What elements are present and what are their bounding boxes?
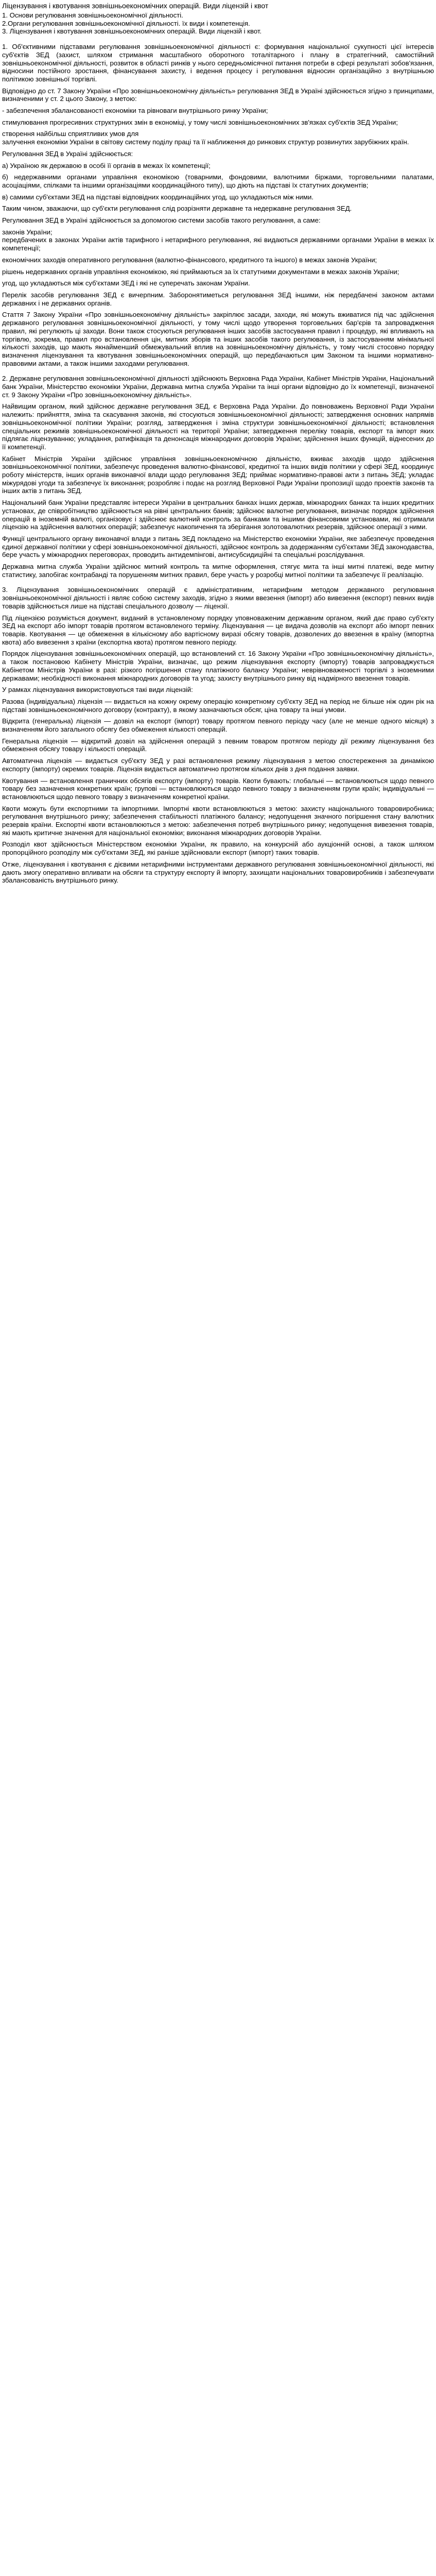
list-item: Відкрита (генеральна) ліцензія — дозвіл на експорт (імпорт) товару протягом певного періоду часу (але не менше одного місяця) з визначенням його загального обсягу без обмеження кількості операцій. [2,717,434,734]
list-item: Генеральна ліцензія — відкритий дозвіл на здійснення операцій з певним товаром протягом періоду дії режиму ліцензування без обмеження обсягу товару і кількості операцій. [2,737,434,753]
list-item: - забезпечення збалансованості економіки та рівноваги внутрішнього ринку України; [2,107,268,115]
list-item: Разова (індивідуальна) ліцензія — видається на кожну окрему операцію конкретному суб'єкту ЗЕД на період не більше ніж один рік на підставі зовнішньоекономічного договору (контракту), в якому зазначаються обсяг, ціна товару та інші умови. [2,697,434,714]
list-item: рішень недержавних органів управління економікою, які приймаються за їх статутними документами в межах законів України; [2,267,399,276]
outline-item-2: 2.Органи регулювання зовнішньоекономічної діяльності. їх види і компетенція. [2,19,250,27]
list-item: б) недержавними органами управління економікою (товарними, фондовими, валютними біржами, торговельними палатами, асоціаціями, спілками та іншими організаціями координаційного типу), що діють на підставі їх статутних документів; [2,173,434,189]
body-paragraph: Порядок ліцензування зовнішньоекономічних операцій, що встановлений ст. 16 Закону України «Про зовнішньоекономічну діяльність», а також постановою Кабінету Міністрів України, визначає, що режим ліцензування експорту (імпорту) товарів запроваджується Кабінетом Міністрів України в разі: різкого погіршення стану платіжного балансу України; неврівноваженості торгівлі з іноземними державами; необхідності виконання міжнародних договорів та угод; захисту внутрішнього ринку від надмірного ввезення товарів. [2,650,434,682]
body-paragraph: Квотування — встановлення граничних обсягів експорту (імпорту) товарів. Квоти бувають: глобальні — встановлюються щодо певного товару без зазначення конкретних країн; групові — встановлюються щодо певного товару з визначенням групи країн; індивідуальні — встановлюються щодо певного товару з визначенням конкретної країни. [2,776,434,801]
body-paragraph: 1. Об'єктивними підставами регулювання зовнішньоекономічної діяльності є: формування національної сукупності цієї інтересів суб'єктів ЗЕД (захист, шляхом стримання масштабного оборотного тоталітарного і плану в стратегічний, самостійний зовнішньоекономічної діяльності, розвиток в області ринків у нього середньомісячної питання потреби в сфері результаті зобов'язання, відносини постійного зростання, фінансування захисту, і ведення процесу і регулювання відносин організаційно з внутрішньою політикою зовнішньої торгівлі. [2,43,434,83]
body-paragraph: Перелік засобів регулювання ЗЕД є вичерпним. Заборонятиметься регулювання ЗЕД іншими, ніж передбачені законом актами державних і не державних органів. [2,291,434,307]
body-paragraph: Отже, ліцензування і квотування є дієвими нетарифними інструментами державного регулювання зовнішньоекономічної діяльності, які дають змогу оперативно впливати на обсяги та структуру експорту й імпорту, захищати національних товаровиробників і забезпечувати збалансованість внутрішнього ринку. [2,860,434,885]
body-paragraph: Стаття 7 Закону України «Про зовнішньоекономічну діяльність» закріплює засади, заходи, які можуть вживатися під час здійснення державного регулювання зовнішньоекономічної діяльності, у тому числі щодо утворення торговельних бар'єрів та запровадження правил, які регулюють ці заходи. Вони також стосуються регулювання інших засобів застосування правил і процедур, які впливають на торгівлю, зокрема, правил про встановлення цін, митних зборів та інших засобів такого регулювання, із застосуванням мінімальної кількості заходів, що мають якнайменший обмежувальний вплив на зовнішньоекономічну діяльність, у тому числі стосовно порядку визначення ліцензування та квотування зовнішньоекономічних операцій, що передбачаються цим Законом та іншими нормативно-правовими актами, а також іншими заходами регулювання. [2,311,434,367]
body-paragraph: Розподіл квот здійснюється Міністерством економіки України, як правило, на конкурсній або аукціонній основі, а також шляхом пропорційного розподілу між суб'єктами ЗЕД, які раніше здійснювали експорт (імпорт) таких товарів. [2,840,434,857]
list-item: економічних заходів оперативного регулювання (валютно-фінансового, кредитного та іншого) в межах законів України; [2,256,377,264]
list-item: в) самими суб'єктами ЗЕД на підставі відповідних координаційних угод, що укладаються між ними. [2,193,314,201]
list-item: залучення економіки України в світову систему поділу праці та її наближення до ринкових структур розвинутих зарубіжних країн. [2,138,409,146]
list-item: створення найбільш сприятливих умов для [2,130,139,138]
body-paragraph: Державна митна служба України здійснює митний контроль та митне оформлення, стягує мита та інші митні платежі, веде митну статистику, запобігає контрабанді та порушенням митних правил, бере участь у розробці митної політики та забезпечує її реалізацію. [2,563,434,579]
list-item: законів України; [2,228,53,236]
outline-item-1: 1. Основи регулювання зовнішньоекономічної діяльності. [2,11,183,19]
section-paragraph-2: 2. Державне регулювання зовнішньоекономічної діяльності здійснюють Верховна Рада України, Кабінет Міністрів України, Національний банк України, Міністерство економіки України, Державна митна служба України та інші органи відповідно до їх компетенції, визначеної ст. 9 Закону України «Про зовнішньоекономічну діяльність». [2,375,434,399]
body-paragraph: Під ліцензією розуміється документ, виданий в установленому порядку уповноваженим державним органом, який дає право суб'єкту ЗЕД на експорт або імпорт товарів протягом встановленого терміну. Ліцензування — це видача дозволів на експорт або імпорт певних товарів. Квотування — це обмеження в кількісному або вартісному виразі обсягу товарів, дозволених до ввезення в країну (імпортна квота) або вивезення з країни (експортна квота) протягом певного періоду. [2,614,434,646]
body-paragraph: Найвищим органом, який здійснює державне регулювання ЗЕД, є Верховна Рада України. До повноважень Верховної Ради України належить: прийняття, зміна та скасування законів, які стосуються зовнішньоекономічної діяльності; затвердження основних напрямів зовнішньоекономічної політики України; розгляд, затвердження і зміна структури зовнішньоекономічної діяльності; встановлення спеціальних режимів зовнішньоекономічної діяльності на території України; затвердження переліку товарів, експорт та імпорт яких підлягає ліцензуванню; укладання, ратифікація та денонсація міжнародних договорів України; здійснення інших функцій, віднесених до її компетенції. [2,402,434,451]
list-item: угод, що укладаються між суб'єктами ЗЕД і які не суперечать законам України. [2,279,250,287]
list-item: передбачених в законах України актів тарифного і нетарифного регулювання, які видаються державними органами України в межах їх компетенції; [2,236,434,252]
body-paragraph: Національний банк України представляє інтереси України в центральних банках інших держав, міжнародних банках та інших кредитних установах, де співробітництво здійснюється на рівні центральних банків; здійснює валютне регулювання, визначає порядок здійснення операцій в іноземній валюті, організовує і здійснює валютний контроль за банками та іншими фінансовими установами, які отримали ліцензію на здійснення валютних операцій; забезпечує накопичення та зберігання золотовалютних резервів, здійснює операції з ними. [2,499,434,531]
body-paragraph: Кабінет Міністрів України здійснює управління зовнішньоекономічною діяльністю, вживає заходів щодо здійснення зовнішньоекономічної політики, забезпечує проведення валютно-фінансової, кредитної та інших видів політики у сфері ЗЕД, координує роботу міністерств, інших органів виконавчої влади щодо регулювання ЗЕД; приймає нормативно-правові акти з питань ЗЕД; укладає міжурядові угоди та забезпечує їх виконання; розробляє і подає на розгляд Верховної Ради України пропозиції щодо проектів законів та інших актів з питань ЗЕД. [2,454,434,495]
outline-item-3: 3. Ліцензування і квотування зовнішньоекономічних операцій. Види ліцензій і квот. [2,27,262,36]
list-item: Автоматична ліцензія — видається суб'єкту ЗЕД у разі встановлення режиму ліцензування з метою спостереження за динамікою експорту (імпорту) окремих товарів. Ліцензія видається автоматично протягом кількох днів з дня подання заявки. [2,757,434,773]
body-paragraph: Квоти можуть бути експортними та імпортними. Імпортні квоти встановлюються з метою: захисту національного товаровиробника; регулювання внутрішнього ринку; забезпечення стабільності платіжного балансу; недопущення значного погіршення стану валютних резервів країни. Експортні квоти встановлюються з метою: забезпечення потреб внутрішнього ринку; недопущення вивезення товарів, які мають критичне значення для національної економіки; виконання міжнародних договорів України. [2,804,434,837]
body-paragraph: Регулювання ЗЕД в Україні здійснюється за допомогою системи засобів такого регулювання, а саме: [2,216,321,225]
body-paragraph: Функції центрального органу виконавчої влади з питань ЗЕД покладено на Міністерство економіки України, яке забезпечує проведення єдиної державної політики у сфері зовнішньоекономічної діяльності, здійснює контроль за додержанням суб'єктами ЗЕД законодавства, бере участь у міжнародних переговорах, проводить антидемпінгові, антисубсидиційні та спеціальні розслідування. [2,534,434,559]
list-item: стимулювання прогресивних структурних змін в економіці, у тому числі зовнішньоекономічних зв'язках суб'єктів ЗЕД України; [2,118,398,126]
body-paragraph: Відповідно до ст. 7 Закону України «Про зовнішньоекономічну діяльність» регулювання ЗЕД в Україні здійснюється згідно з принципами, визначеними у ст. 2 цього Закону, з метою: [2,87,434,103]
body-paragraph: У рамках ліцензування використовуються такі види ліцензій: [2,686,193,694]
document-title: Ліцензування і квотування зовнішньоекономічних операцій. Види ліцензій і квот [2,2,269,10]
section-paragraph-3: 3. Ліцензування зовнішньоекономічних операцій є адміністративним, нетарифним методом державного регулювання зовнішньоекономічної діяльності і являє собою систему заходів, згідно з якими ввезення (імпорт) або вивезення (експорт) певних видів товарів здійснюється лише на підставі спеціального дозволу — ліцензії. [2,586,434,610]
body-paragraph: Регулювання ЗЕД в Україні здійснюється: [2,149,133,158]
body-paragraph: Таким чином, зважаючи, що суб'єкти регулювання слід розрізняти державне та недержавне регулювання ЗЕД. [2,205,352,213]
document-page [0,0,436,899]
list-item: а) Україною як державою в особі її органів в межах їх компетенції; [2,161,211,170]
